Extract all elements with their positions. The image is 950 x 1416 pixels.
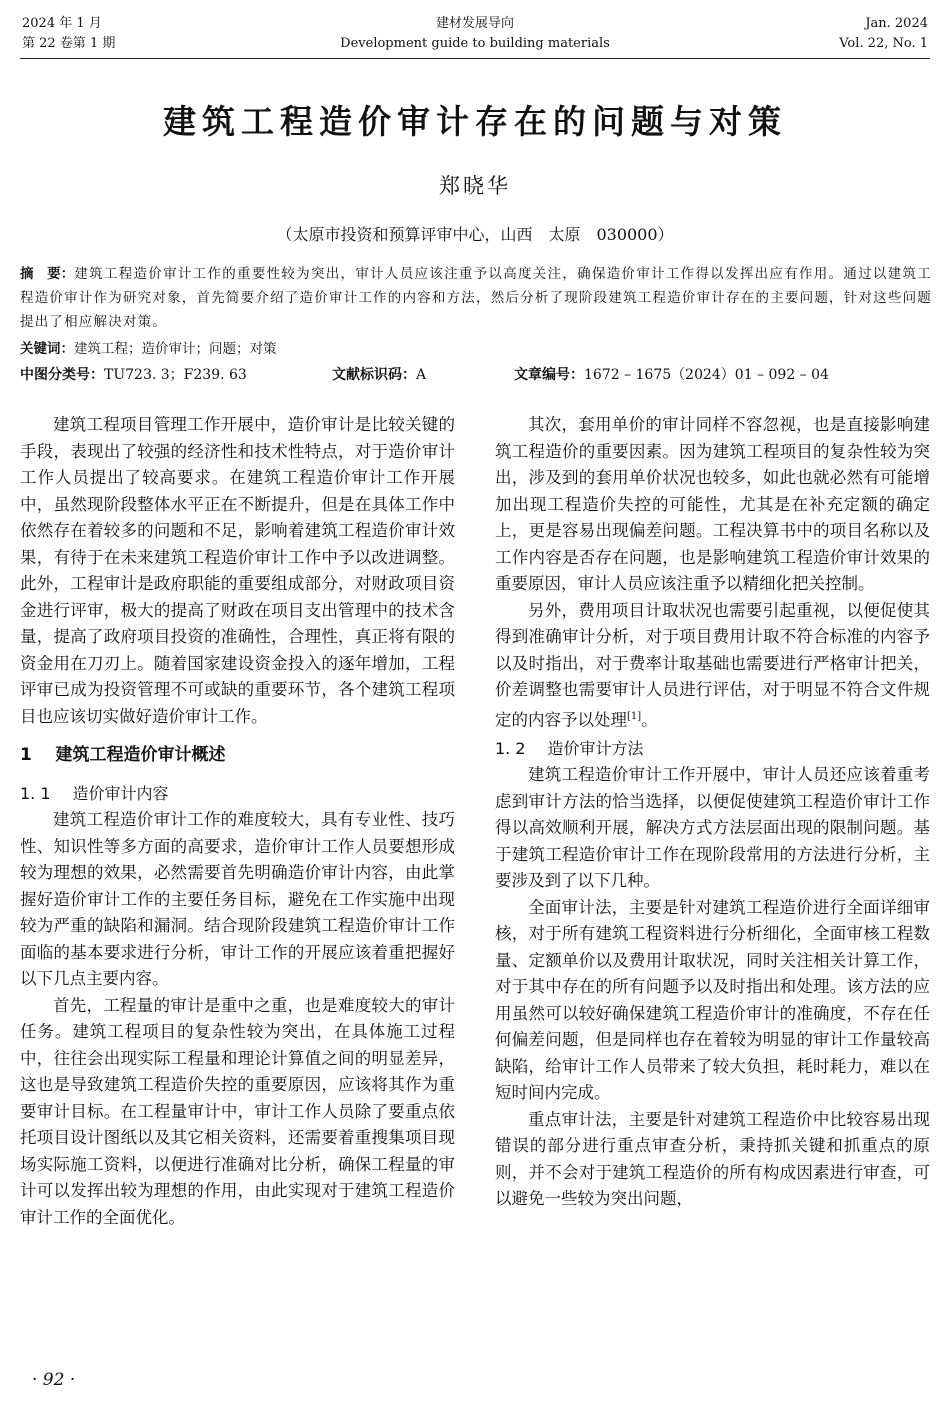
paragraph: 建筑工程造价审计工作开展中，审计人员还应该着重考虑到审计方法的恰当选择，以便促使建筑工程造价审计工作得以高效顺利开展，解决方式方法层面出现的限制问题。基于建筑工程造价审计工作在现阶段常用的方法进行分析，主要涉及到了以下几种。 [495,765,930,890]
author-name: 郑晓华 [439,174,511,198]
header-volume-en: Vol. 22, No. 1 [839,36,928,51]
paragraph: 首先，工程量的审计是重中之重，也是难度较大的审计任务。建筑工程项目的复杂性较为突出，在具体施工过程中，往往会出现实际工程量和理论计算值之间的明显差异，这也是导致建筑工程造价失控的重要原因，应该将其作为重要审计目标。在工程量审计中，审计工作人员除了要重点依托项目设计图纸以及其它相关资料，还需要着重搜集项目现场实际施工资料，以便进行准确对比分析，确保工程量的审计可以发挥出较为理想的作用，由此实现对于建筑工程造价审计工作的全面优化。 [20,995,455,1227]
abstract-text: 建筑工程造价审计工作的重要性较为突出，审计人员应该注重予以高度关注，确保造价审计工作得以发挥出应有作用。通过以建筑工程造价审计作为研究对象，首先简要介绍了造价审计工作的内容和方法，然后分析了现阶段建筑工程造价审计存在的主要问题，针对这些问题提出了相应解决对策。 [20,266,932,330]
page-number: · 92 · [32,1370,76,1390]
keywords-text: 建筑工程；造价审计；问题；对策 [74,341,277,357]
article-number-label: 文章编号： [514,367,584,383]
paragraph-end: 。 [641,710,658,729]
keywords-label: 关键词： [20,341,74,357]
header-volume: 第 22 卷第 1 期 [22,36,116,51]
clc-label: 中图分类号： [20,367,104,383]
clc-number [20,364,247,386]
document-code [332,364,426,386]
subsection-1-1-number: 1. 1 [20,783,51,803]
section-1-title: 建筑工程造价审计概述 [55,745,226,765]
paragraph: 全面审计法，主要是针对建筑工程造价进行全面详细审核，对于所有建筑工程资料进行分析细化，全面审核工程数量、定额单价以及费用计取状况，同时关注相关计算工作，对于其中存在的所有问题予以及时指出和处理。该方法的应用虽然可以较好确保建筑工程造价审计的准确度，不存在任何偏差问题，但是同样也存在着较为明显的审计工作量较高缺陷，给审计工作人员带来了较大负担，耗时耗力，难以在短时间内完成。 [495,897,930,1102]
subsection-1-2-heading [495,736,930,763]
article-number-value: 1672 – 1675（2024）01 – 092 – 04 [584,367,829,383]
abstract [20,262,932,334]
left-column [20,412,455,1231]
right-column [495,412,930,1213]
intro-paragraph: 建筑工程项目管理工作开展中，造价审计是比较关键的手段，表现出了较强的经济性和技术性特点，对于造价审计工作人员提出了较高要求。在建筑工程造价审计工作开展中，虽然现阶段整体水平正在不断提升，但是在具体工作中依然存在着较多的问题和不足，影响着建筑工程造价审计效果，有待于在未来建筑工程造价审计工作中予以改进调整。此外，工程审计是政府职能的重要组成部分，对财政项目资金进行评审，极大的提高了财政在项目支出管理中的技术含量，提高了政府项目投资的准确性，合理性，真正将有限的资金用在刀刃上。随着国家建设资金投入的逐年增加，工程评审已成为投资管理不可或缺的重要环节，各个建筑工程项目也应该切实做好造价审计工作。 [20,415,455,726]
paragraph: 其次，套用单价的审计同样不容忽视，也是直接影响建筑工程造价的重要因素。因为建筑工程项目的复杂性较为突出，涉及到的套用单价状况也较多，如此也就必然有可能增加出现工程造价失控的可能性，尤其是在补充定额的确定上，更是容易出现偏差问题。工程决算书中的项目名称以及工作内容是否存在问题，也是影响建筑工程造价审计效果的重要原因，审计人员应该注重予以精细化把关控制。 [495,415,930,593]
journal-name-cn: 建材发展导向 [435,16,514,31]
subsection-1-1-title: 造价审计内容 [72,783,169,803]
abstract-label: 摘 要： [20,266,75,282]
paragraph: 重点审计法，主要是针对建筑工程造价中比较容易出现错误的部分进行重点审查分析，秉持抓关键和抓重点的原则，并不会对于建筑工程造价的所有构成因素进行审查，可以避免一些较为突出问题， [495,1109,930,1208]
subsection-1-1-heading [20,781,455,808]
journal-name-en: Development guide to building materials [340,36,610,51]
clc-value: TU723. 3；F239. 63 [104,367,247,383]
header-date: 2024 年 1 月 [22,16,102,31]
author-affiliation: （太原市投资和预算评审中心，山西 太原 030000） [276,225,674,244]
header-center [0,14,950,54]
article-title: 建筑工程造价审计存在的问题与对策 [163,102,787,141]
paragraph [495,598,930,734]
citation-ref[interactable]: [1] [627,710,642,722]
header-divider [20,58,930,59]
header-date-en: Jan. 2024 [865,16,928,31]
section-1-number: 1 [20,745,32,765]
header-right [839,14,928,54]
paragraph-text: 另外，费用项目计取状况也需要引起重视，以便促使其得到准确审计分析，对于项目费用计取不符合标准的内容予以及时指出，对于费率计取基础也需要进行严格审计把关，价差调整也需要审计人员进行评估，对于明显不符合文件规定的内容予以处理 [495,600,930,729]
subsection-1-2-number: 1. 2 [495,738,526,758]
subsection-1-2-title: 造价审计方法 [547,738,644,758]
doc-code-label: 文献标识码： [332,367,416,383]
doc-code-value: A [416,367,427,383]
article-number [514,364,829,386]
section-1-heading [20,742,455,769]
paragraph: 建筑工程造价审计工作的难度较大，具有专业性、技巧性、知识性等多方面的高要求，造价审计工作人员要想形成较为理想的效果，必然需要首先明确造价审计内容，由此掌握好造价审计工作的主要任务目标，避免在工作实施中出现较为严重的缺陷和漏洞。结合现阶段建筑工程造价审计工作面临的基本要求进行分析，审计工作的开展应该着重把握好以下几点主要内容。 [20,810,455,988]
keywords [20,338,277,360]
